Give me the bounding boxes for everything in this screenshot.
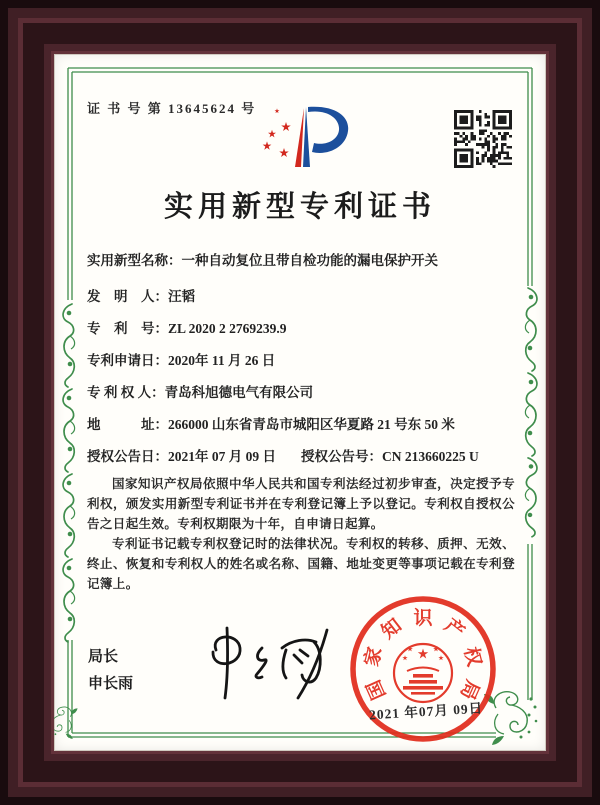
svg-text:知: 知 xyxy=(377,615,406,644)
legal-text xyxy=(87,474,515,594)
field-list xyxy=(87,251,515,466)
field-patentee: 专 利 权 人：青岛科旭德电气有限公司 xyxy=(87,385,314,400)
signer-block xyxy=(88,644,133,698)
field-filing-date: 专利申请日：2020年 11 月 26 日 xyxy=(87,353,276,368)
grant-date-stamp: 2021 年07月 09日 xyxy=(368,700,484,723)
certificate-paper xyxy=(54,54,546,751)
legal-paragraph-1: 国家知识产权局依照中华人民共和国专利法经过初步审查，决定授予专利权，颁发实用新型专利证书并在专利登记簿上予以登记。专利权自授权公告之日起生效。专利权期限为十年，自申请日起算。 xyxy=(87,477,515,531)
field-patent-no: 专 利 号：ZL 2020 2 2769239.9 xyxy=(87,321,287,336)
certificate-number: 证 书 号 第 13645624 号 xyxy=(87,101,257,116)
svg-text:局: 局 xyxy=(455,676,483,703)
svg-text:识: 识 xyxy=(413,608,433,629)
svg-text:产: 产 xyxy=(440,615,469,644)
official-seal xyxy=(345,591,501,747)
legal-paragraph-2: 专利证书记载专利权登记时的法律状况。专利权的转移、质押、无效、终止、恢复和专利权人的姓名或名称、国籍、地址变更等事项记载在专利登记簿上。 xyxy=(87,537,515,591)
field-inventor: 发 明 人：汪韬 xyxy=(87,289,195,304)
svg-text:国: 国 xyxy=(363,676,391,703)
signature xyxy=(200,624,340,706)
certificate-title: 实用新型专利证书 xyxy=(163,191,436,223)
svg-text:权: 权 xyxy=(459,645,485,669)
cnipa-logo xyxy=(244,96,356,178)
field-name: 实用新型名称：一种自动复位且带自检功能的漏电保护开关 xyxy=(87,253,438,268)
signer-name: 申长雨 xyxy=(88,676,134,692)
svg-text:家: 家 xyxy=(361,645,387,669)
field-grant: 授权公告日：2021年 07 月 09 日 授权公告号：CN 213660225 U xyxy=(87,449,479,464)
field-address: 地 址：266000 山东省青岛市城阳区华夏路 21 号东 50 米 xyxy=(87,417,455,432)
qr-code xyxy=(454,110,512,168)
national-emblem-icon xyxy=(394,644,452,702)
signer-title: 局长 xyxy=(88,649,119,665)
